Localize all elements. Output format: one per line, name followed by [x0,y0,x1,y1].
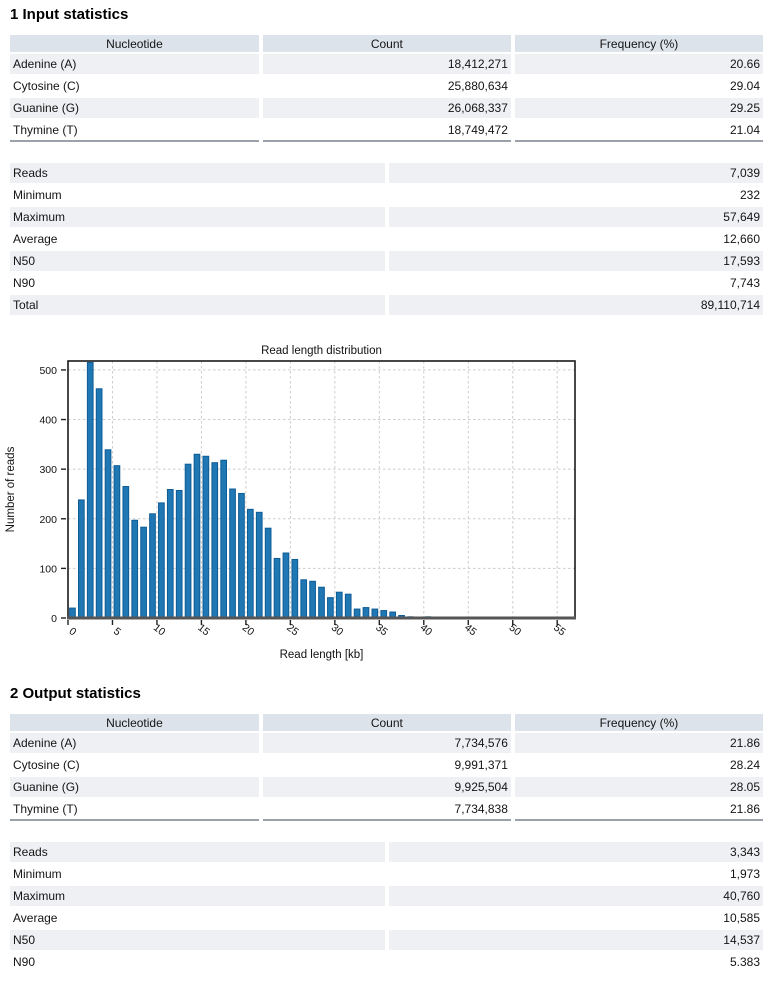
histogram-bar [185,464,191,618]
nucleotide-name: Guanine (G) [10,98,259,118]
histogram-bar [114,466,120,618]
x-tick-label: 30 [329,622,346,639]
histogram-bar [167,490,173,619]
histogram-bar [230,489,236,618]
histogram-bar [265,528,271,618]
stat-label: Minimum [10,185,385,205]
x-tick-label: 50 [507,622,524,639]
histogram-bar [159,503,165,618]
read-length-histogram [0,341,620,677]
histogram-bar [292,559,298,618]
stat-value: 17,593 [389,251,764,271]
stat-value: 10,585 [389,908,764,928]
y-tick-label: 0 [51,613,57,625]
stat-value: 7,743 [389,273,764,293]
stat-label: Reads [10,163,385,183]
nucleotide-count: 7,734,576 [263,733,511,753]
table-row [10,777,763,797]
histogram-bar [310,581,316,618]
nucleotide-name: Cytosine (C) [10,76,259,96]
x-tick-label: 40 [418,622,435,639]
histogram-bar [203,456,209,618]
x-tick-label: 10 [151,622,168,639]
x-tick-label: 55 [551,622,568,639]
nucleotide-name: Thymine (T) [10,799,259,821]
histogram-bar [336,592,342,618]
nucleotide-name: Thymine (T) [10,120,259,142]
table-row [10,952,763,972]
table-row [10,185,763,205]
stat-label: N90 [10,273,385,293]
y-tick-label: 400 [39,415,57,427]
histogram-bar [212,463,218,618]
table-row [10,54,763,74]
histogram-bar [105,450,111,618]
y-tick-label: 500 [39,365,57,377]
nucleotide-frequency: 29.04 [515,76,763,96]
chart-xlabel: Read length [kb] [280,649,364,661]
stat-label: N50 [10,251,385,271]
histogram-bar [123,487,129,618]
histogram-bar [78,500,84,618]
stat-label: Maximum [10,886,385,906]
histogram-bar [87,362,93,618]
x-tick-label: 45 [462,622,479,639]
table-row [10,930,763,950]
nucleotide-count: 18,749,472 [263,120,511,142]
stat-label: Minimum [10,864,385,884]
x-tick-label: 25 [284,622,301,639]
nucleotide-count: 25,880,634 [263,76,511,96]
table-row [10,163,763,183]
x-tick-label: 35 [373,622,390,639]
histogram-bar [176,490,182,618]
table-row [10,76,763,96]
table-header-row [10,714,763,731]
output-statistics-heading: 2 Output statistics [10,685,770,702]
nucleotide-count: 7,734,838 [263,799,511,821]
stat-value: 12,660 [389,229,764,249]
table-row [10,886,763,906]
histogram-bar [221,460,227,618]
table-row [10,98,763,118]
table-row [10,120,763,142]
histogram-bar [283,553,289,618]
nucleotide-frequency: 20.66 [515,54,763,74]
header-frequency: Frequency (%) [515,714,763,731]
table-row [10,799,763,821]
nucleotide-count: 9,991,371 [263,755,511,775]
histogram-bar [150,514,156,618]
table-row [10,273,763,293]
stat-label: Average [10,229,385,249]
stat-value: 1,973 [389,864,764,884]
stat-label: Average [10,908,385,928]
table-row [10,842,763,862]
histogram-bar [247,509,253,618]
histogram-bar [96,389,102,618]
nucleotide-frequency: 21.86 [515,799,763,821]
output-summary-table [6,840,767,974]
x-tick-label: 0 [67,625,79,638]
stat-value: 232 [389,185,764,205]
table-row [10,207,763,227]
y-tick-label: 300 [39,464,57,476]
stat-value: 5.383 [389,952,764,972]
histogram-bar [301,580,307,618]
y-tick-label: 100 [39,563,57,575]
input-statistics-heading: 1 Input statistics [10,6,770,23]
stat-value: 7,039 [389,163,764,183]
table-row [10,229,763,249]
histogram-bar [141,527,147,618]
nucleotide-frequency: 28.05 [515,777,763,797]
stat-value: 57,649 [389,207,764,227]
nucleotide-count: 18,412,271 [263,54,511,74]
header-nucleotide: Nucleotide [10,714,259,731]
header-nucleotide: Nucleotide [10,35,259,52]
histogram-bar [345,594,351,618]
stat-value: 89,110,714 [389,295,764,315]
histogram-bar [363,608,369,618]
stat-value: 3,343 [389,842,764,862]
histogram-bar [256,512,262,618]
table-row [10,733,763,753]
nucleotide-frequency: 29.25 [515,98,763,118]
nucleotide-name: Guanine (G) [10,777,259,797]
input-nucleotide-table [6,33,767,144]
stat-label: Reads [10,842,385,862]
table-row [10,295,763,315]
nucleotide-count: 9,925,504 [263,777,511,797]
nucleotide-name: Adenine (A) [10,54,259,74]
chart-title: Read length distribution [261,345,382,357]
nucleotide-frequency: 21.86 [515,733,763,753]
table-row [10,908,763,928]
nucleotide-frequency: 28.24 [515,755,763,775]
x-tick-label: 20 [240,622,257,639]
nucleotide-count: 26,068,337 [263,98,511,118]
histogram-bar [328,598,334,618]
table-row [10,755,763,775]
header-count: Count [263,714,511,731]
input-summary-table [6,161,767,317]
stat-value: 40,760 [389,886,764,906]
header-frequency: Frequency (%) [515,35,763,52]
stat-label: Maximum [10,207,385,227]
read-length-distribution-chart [0,341,770,677]
table-row [10,251,763,271]
x-tick-label: 5 [111,625,123,638]
table-row [10,864,763,884]
histogram-bar [132,520,138,618]
header-count: Count [263,35,511,52]
nucleotide-frequency: 21.04 [515,120,763,142]
histogram-bar [194,454,200,618]
histogram-bar [239,493,245,618]
nucleotide-name: Adenine (A) [10,733,259,753]
stat-value: 14,537 [389,930,764,950]
nucleotide-name: Cytosine (C) [10,755,259,775]
stat-label: N50 [10,930,385,950]
stat-label: Total [10,295,385,315]
x-tick-label: 15 [195,622,212,639]
table-header-row [10,35,763,52]
histogram-bar [319,587,325,618]
output-nucleotide-table [6,712,767,823]
histogram-bar [274,558,280,618]
stat-label: N90 [10,952,385,972]
y-tick-label: 200 [39,514,57,526]
chart-ylabel: Number of reads [5,446,17,532]
